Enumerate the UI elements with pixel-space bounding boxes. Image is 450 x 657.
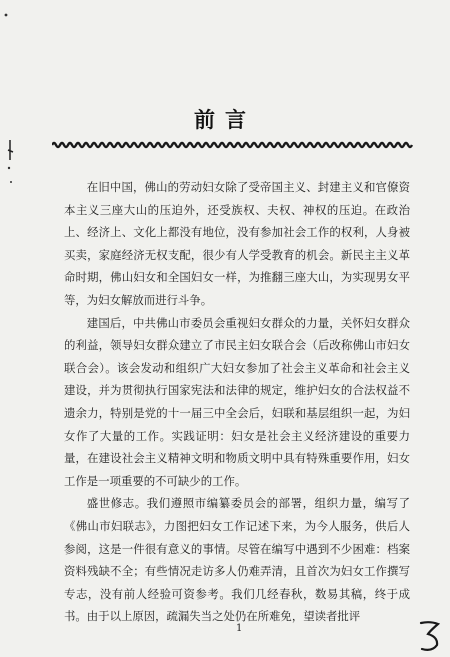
paragraph-3: 盛世修志。我们遵照市编纂委员会的部署，组织力量，编写了《佛山市妇联志》，力图把妇女工作记述下来，为今人服务，供后人参阅，这是一件很有意义的事情。尽管在编写中遇到不少困难：档案资料残缺不全；有些情况走访多人仍难弄清，且首次为妇女工作撰写专志，没有前人经验可资参考。我们几经春秋，数易其稿，终于成书。由于以上原因，疏漏失当之处仍在所难免，望读者批评 (64, 496, 410, 624)
paragraph-2: 建国后，中共佛山市委员会重视妇女群众的力量，关怀妇女群众的利益，领导妇女群众建立了市民主妇女联合会（后改称佛山市妇女联合会）。该会发动和组织广大妇女参加了社会主义革命和社会主义建设，并为贯彻执行国家宪法和法律的规定，维护妇女的合法权益不遗余力，特别是党的十一届三中全会后，妇联和基层组织一起，为妇女作了大量的工作。实践证明：妇女是社会主义经济建设的重要力量，在建设社会主义精神文明和物质文明中具有特殊重要作用，妇女工作是一项重要的不可缺少的工作。 (64, 315, 410, 488)
paragraph-1: 在旧中国，佛山的劳动妇女除了受帝国主义、封建主义和官僚资本主义三座大山的压迫外，还受族权、夫权、神权的压迫。在政治上、经济上、文化上都没有地位，没有参加社会工作的权利，人身被买卖，家庭经济无权支配，很少有人学受教育的机会。新民主主义革命时期，佛山妇女和全国妇女一样，为推翻三座大山，为实现男女平等，为妇女解放而进行斗争。 (64, 180, 410, 307)
page-number: 1 (236, 623, 243, 634)
decorative-wavy-rule (52, 141, 414, 149)
preface-body (64, 176, 410, 628)
page-title: 前言 (194, 107, 256, 132)
handwritten-page-mark (418, 619, 442, 653)
